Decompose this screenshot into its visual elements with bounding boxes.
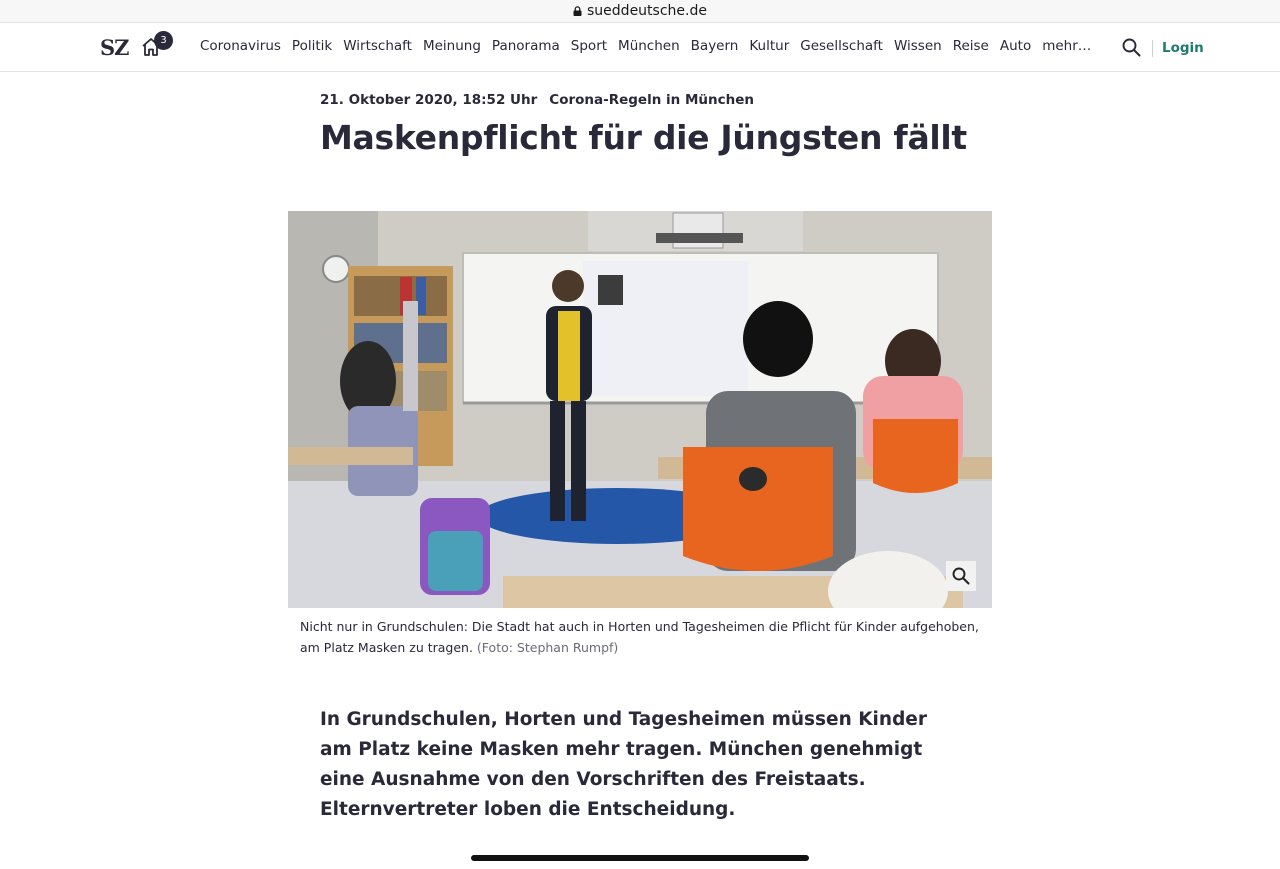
article-lead: In Grundschulen, Horten und Tagesheimen müssen Kinder am Platz keine Masken mehr tragen. München genehmigt eine Ausnahme von den Vorschriften des Freistaats. Elternvertreter loben die Entscheidung. (320, 709, 927, 820)
nav-item-mehr[interactable]: mehr… (1042, 38, 1092, 54)
login-link[interactable]: Login (1162, 40, 1204, 56)
article-title: Maskenpflicht für die Jüngsten fällt (320, 118, 967, 157)
nav-item-politik[interactable]: Politik (291, 38, 333, 54)
header-divider (1152, 40, 1153, 57)
site-header (0, 22, 1280, 72)
magnifier-icon (952, 567, 970, 585)
article-date: 21. Oktober 2020, 18:52 Uhr (320, 92, 538, 108)
search-icon[interactable] (1122, 38, 1141, 57)
nav-item-panorama[interactable]: Panorama (491, 38, 560, 54)
nav-item-reise[interactable]: Reise (952, 38, 989, 54)
nav-item-sport[interactable]: Sport (570, 38, 608, 54)
article-photo[interactable] (288, 211, 992, 608)
nav-item-bayern[interactable]: Bayern (690, 38, 739, 54)
main-nav (200, 38, 1102, 54)
nav-item-gesellschaft[interactable]: Gesellschaft (800, 38, 883, 54)
browser-url-bar[interactable] (0, 0, 1280, 22)
nav-item-wirtschaft[interactable]: Wirtschaft (343, 38, 412, 54)
classroom-photo (288, 211, 992, 608)
nav-item-kultur[interactable]: Kultur (749, 38, 790, 54)
nav-item-coronavirus[interactable]: Coronavirus (200, 38, 281, 54)
zoom-button[interactable] (946, 561, 976, 591)
nav-item-wissen[interactable]: Wissen (893, 38, 942, 54)
nav-item-auto[interactable]: Auto (999, 38, 1032, 54)
caption-text: Nicht nur in Grundschulen: Die Stadt hat auch in Horten und Tagesheimen die Pflicht für Kinder aufgehoben, am Platz Masken zu tragen. (300, 619, 979, 655)
url-text: sueddeutsche.de (587, 3, 707, 19)
home-indicator[interactable] (471, 855, 809, 861)
nav-item-meinung[interactable]: Meinung (422, 38, 481, 54)
article-meta (320, 92, 754, 108)
photo-credit: (Foto: Stephan Rumpf) (476, 640, 619, 655)
photo-caption (300, 616, 990, 658)
home-badge: 3 (154, 31, 173, 50)
lock-icon (573, 6, 582, 16)
article-kicker: Corona-Regeln in München (549, 92, 755, 108)
sz-logo[interactable]: SZ (100, 35, 129, 60)
nav-item-muenchen[interactable]: München (618, 38, 680, 54)
